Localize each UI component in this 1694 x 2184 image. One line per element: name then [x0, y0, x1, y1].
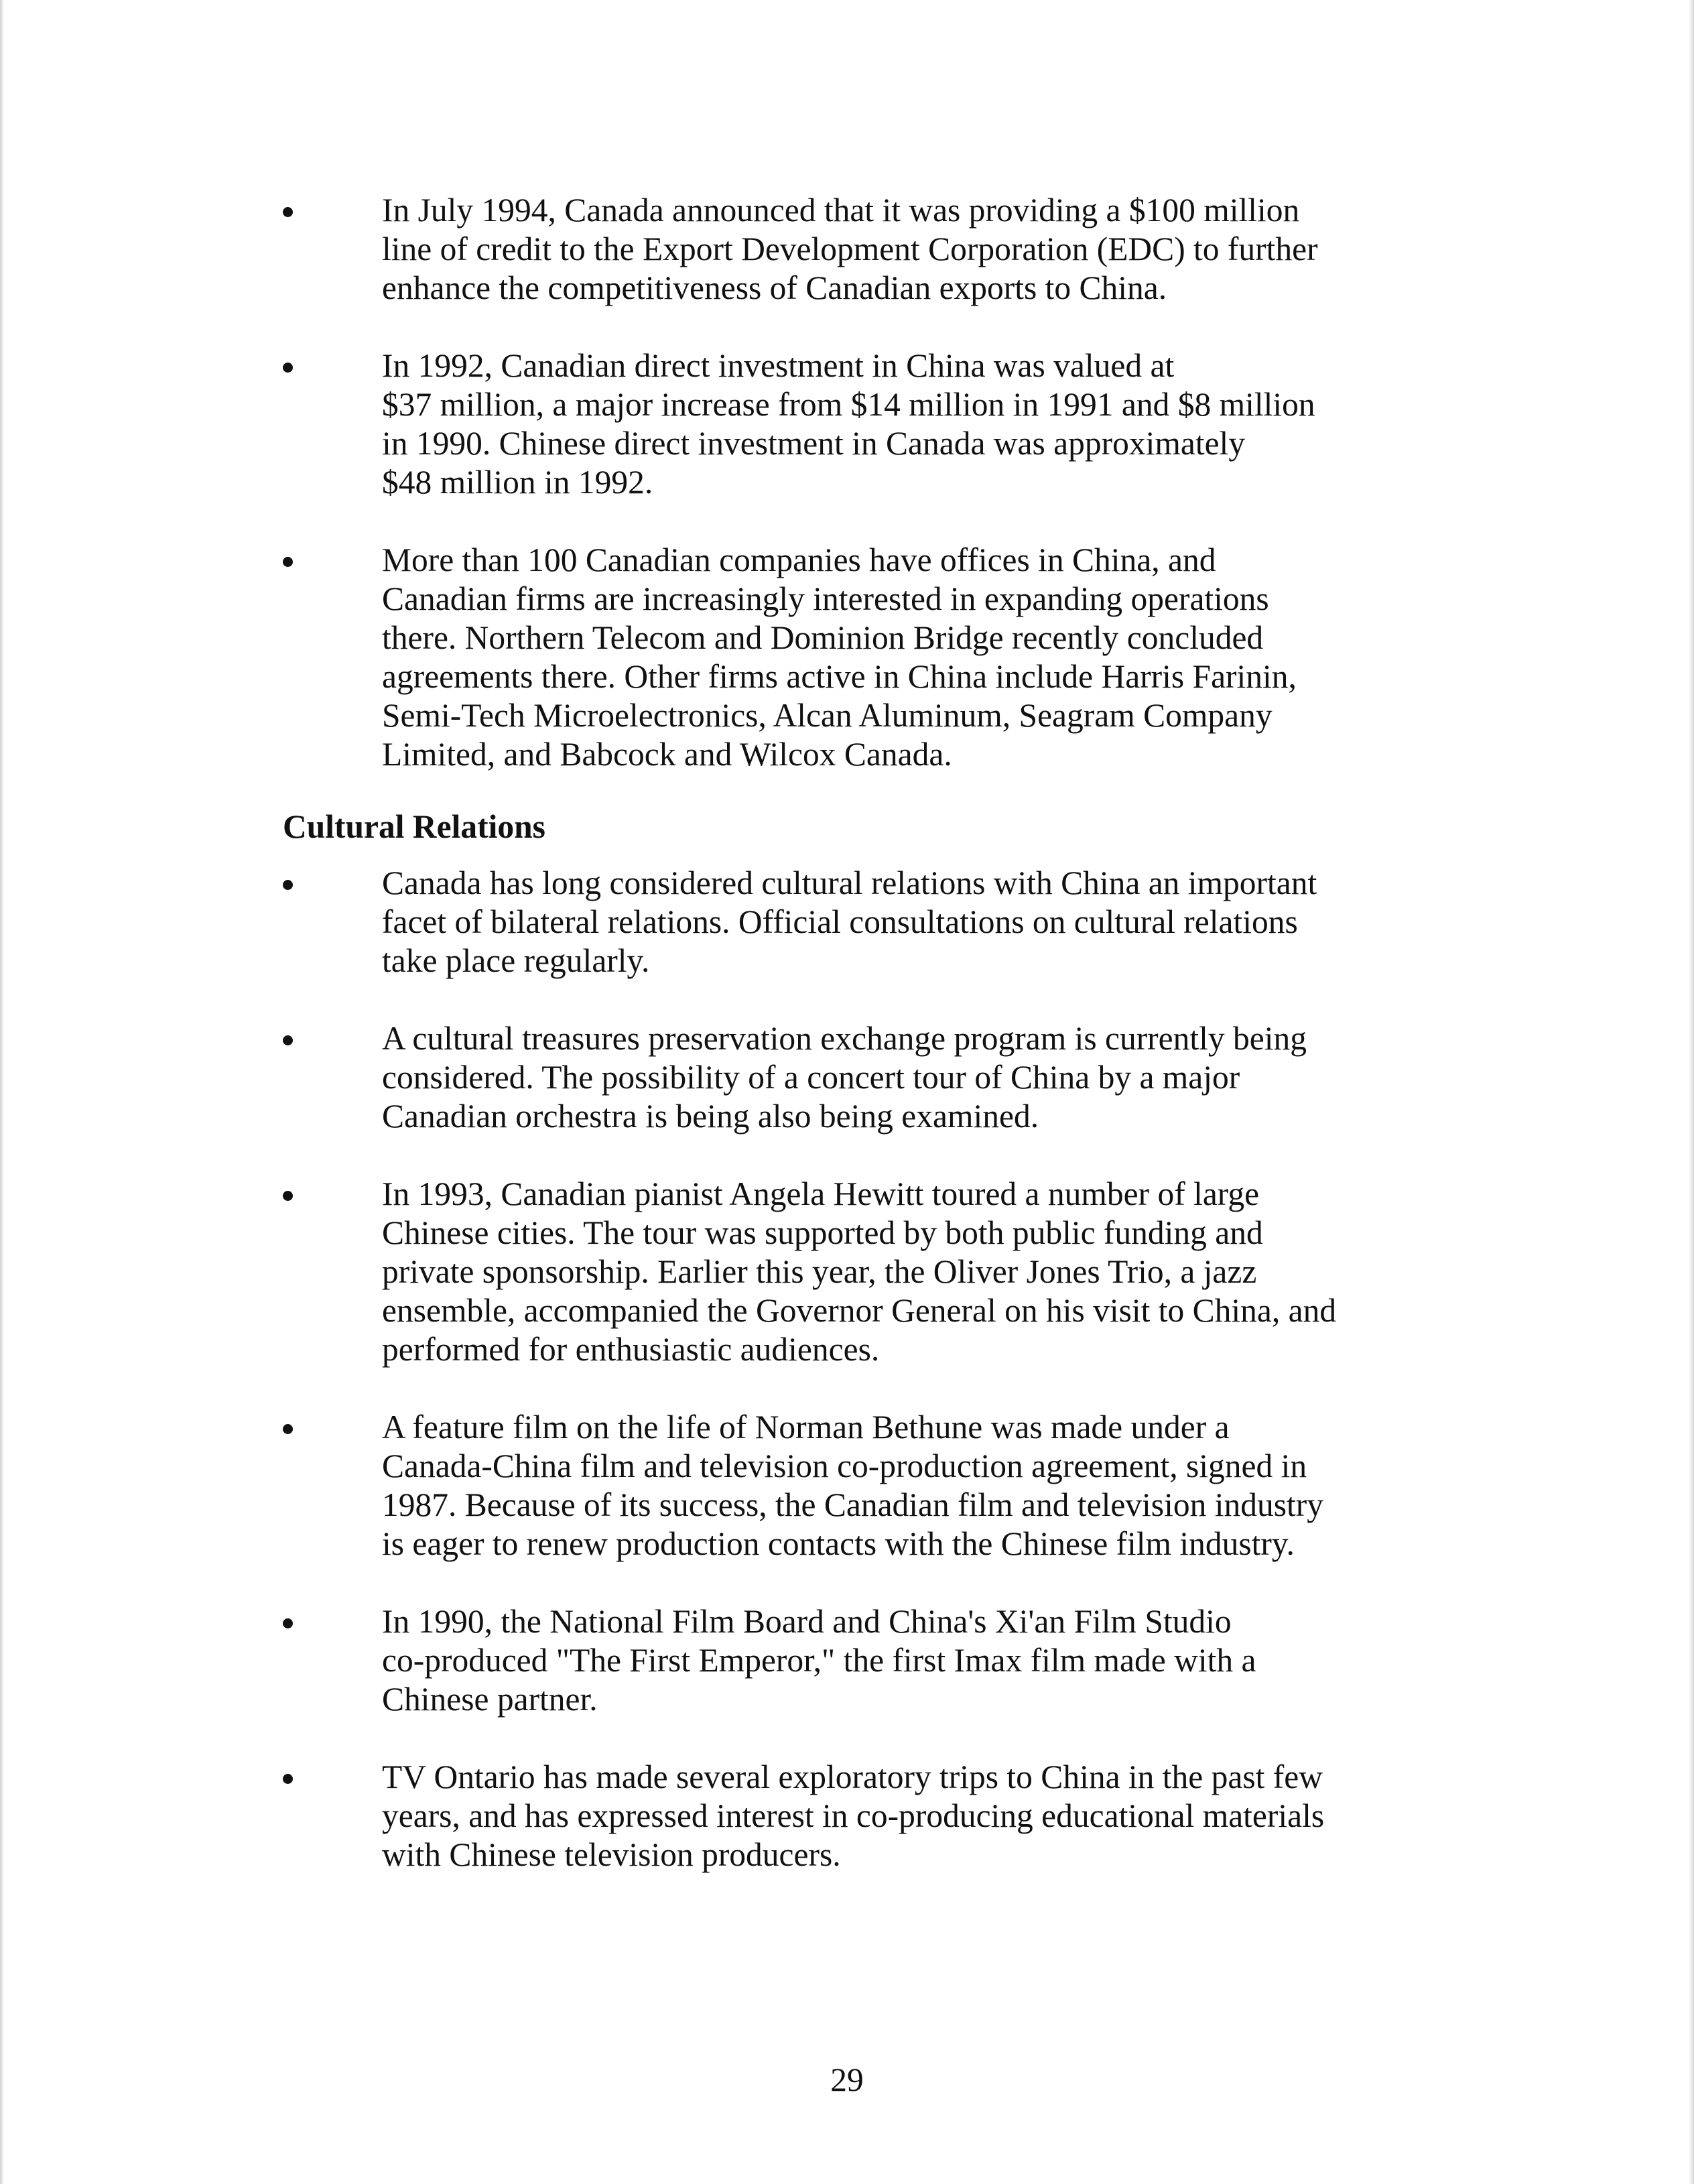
bullet-icon	[283, 363, 293, 373]
bullet-text: TV Ontario has made several exploratory trips to China in the past few years, and has expressed interest in co-producing educational materials with Chinese television producers.	[382, 1758, 1325, 1873]
bullet-icon	[283, 1035, 293, 1045]
bullet-text: A feature film on the life of Norman Bethune was made under a Canada-China film and television co-production agreement, signed in 1987. Because of its success, the Canadian film and television industry is eager to renew production contacts with the Chinese film industry.	[382, 1409, 1323, 1562]
bullet-icon	[283, 1618, 293, 1628]
bullet-text: Canada has long considered cultural relations with China an important facet of bilateral relations. Official consultations on cultural relations take place regularly.	[382, 864, 1317, 979]
bullet-item-preservation-exchange	[283, 1019, 1422, 1136]
bullet-item-imax-film	[283, 1602, 1422, 1719]
scan-edge-left	[0, 0, 4, 2184]
bullet-item-tv-ontario	[283, 1758, 1422, 1874]
section-heading-cultural-relations: Cultural Relations	[283, 808, 545, 845]
bullet-icon	[283, 1424, 293, 1434]
bullet-icon	[283, 1191, 293, 1201]
bullet-text: In 1992, Canadian direct investment in China was valued at $37 million, a major increase from $14 million in 1991 and $8 million in 1990. Chinese direct investment in Canada was approximately $48 million in 1992.	[382, 347, 1315, 501]
page-number: 29	[830, 2061, 864, 2098]
bullet-text: A cultural treasures preservation exchange program is currently being considered. The possibility of a concert tour of China by a major Canadian orchestra is being also being examined.	[382, 1020, 1307, 1135]
bullet-text: More than 100 Canadian companies have offices in China, and Canadian firms are increasingly interested in expanding operations there. Northern Telecom and Dominion Bridge recently concluded agreements there. Other firms active in China include Harris Farinin, Semi-Tech Microelectronics, Alcan Aluminum, Seagram Company Limited, and Babcock and Wilcox Canada.	[382, 541, 1297, 773]
scan-edge-right	[1689, 0, 1694, 2184]
bullet-icon	[283, 1774, 293, 1784]
bullet-item-angela-hewitt-tour	[283, 1175, 1422, 1369]
bullet-text: In 1990, the National Film Board and China's Xi'an Film Studio co-produced "The First Emperor," the first Imax film made with a Chinese partner.	[382, 1603, 1256, 1718]
bullet-icon	[283, 880, 293, 890]
page-content	[283, 191, 1422, 1913]
bullet-item-canadian-companies	[283, 541, 1422, 774]
bullet-item-edc-credit	[283, 191, 1422, 308]
bullet-icon	[283, 557, 293, 567]
bullet-item-bethune-film	[283, 1408, 1422, 1563]
bullet-icon	[283, 207, 293, 217]
bullet-text: In July 1994, Canada announced that it was providing a $100 million line of credit to the Export Development Corporation (EDC) to further enhance the competitiveness of Canadian exports to China.	[382, 192, 1318, 306]
bullet-item-direct-investment	[283, 346, 1422, 502]
bullet-text: In 1993, Canadian pianist Angela Hewitt toured a number of large Chinese cities. The tour was supported by both public funding and private sponsorship. Earlier this year, the Oliver Jones Trio, a jazz ensemble, accompanied the Governor General on his visit to China, and performed for enthusiastic audiences.	[382, 1175, 1337, 1368]
bullet-item-cultural-consultations	[283, 864, 1422, 980]
